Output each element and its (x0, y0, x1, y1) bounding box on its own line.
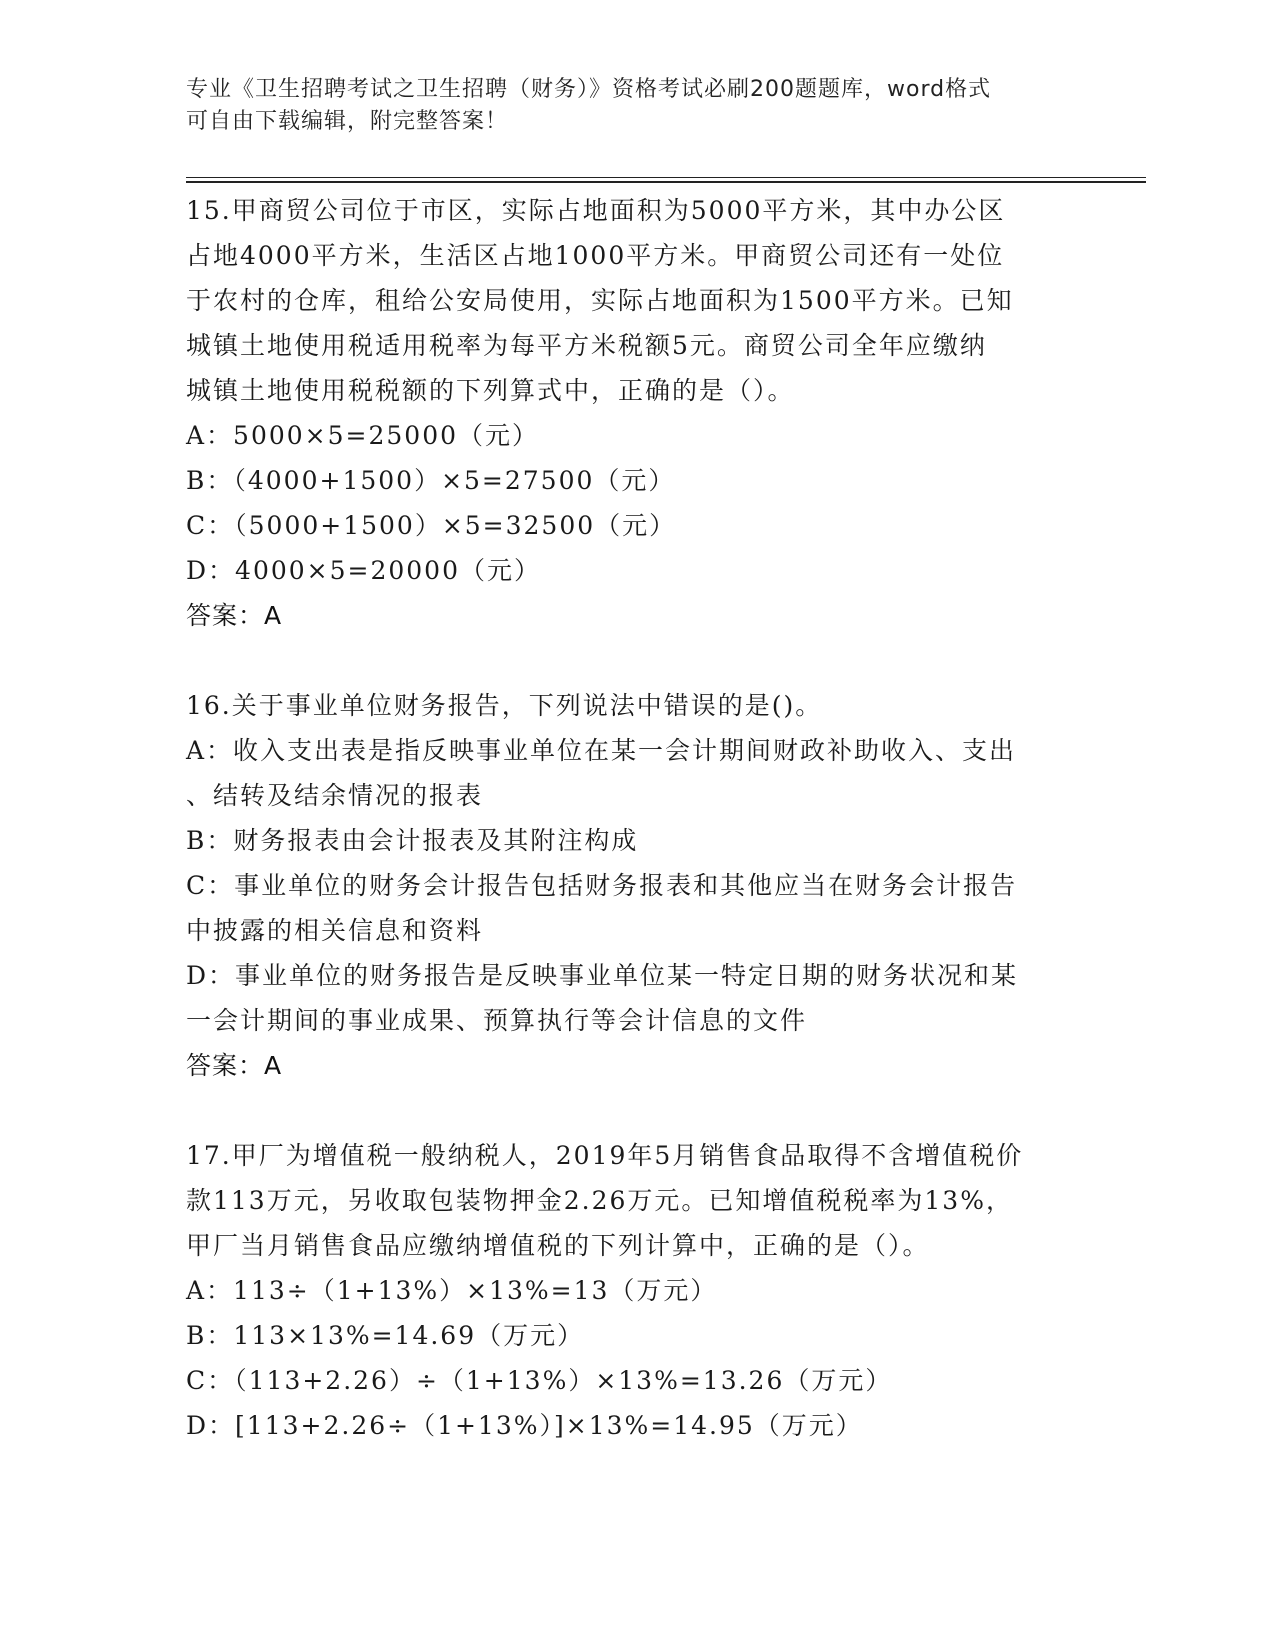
question-stem-line: 15.甲商贸公司位于市区，实际占地面积为5000平方米，其中办公区 (186, 196, 1006, 225)
question-17 (186, 1133, 1086, 1448)
answer-label: 答案：A (186, 1051, 283, 1080)
header-rule-thick (186, 181, 1146, 183)
option-a: A：5000×5=25000（元） (186, 421, 540, 450)
question-15 (186, 188, 1086, 638)
question-stem-line: 款113万元，另收取包装物押金2.26万元。已知增值税税率为13%， (186, 1186, 1013, 1215)
option-d: D：[113+2.26÷（1+13%）]×13%=14.95（万元） (186, 1411, 863, 1440)
page-header (186, 74, 1066, 138)
question-stem-line: 17.甲厂为增值税一般纳税人，2019年5月销售食品取得不含增值税价 (186, 1141, 1024, 1170)
option-a-continued: 、结转及结余情况的报表 (186, 781, 484, 810)
question-stem-line: 16.关于事业单位财务报告，下列说法中错误的是()。 (186, 691, 823, 720)
header-line-1: 专业《卫生招聘考试之卫生招聘（财务）》资格考试必刷200题题库，word格式 (186, 77, 992, 102)
spacer (186, 638, 1086, 683)
option-c: C：（113+2.26）÷（1+13%）×13%=13.26（万元） (186, 1366, 893, 1395)
question-stem-line: 甲厂当月销售食品应缴纳增值税的下列计算中，正确的是（）。 (186, 1231, 930, 1260)
option-b: B：（4000+1500）×5=27500（元） (186, 466, 676, 495)
header-rule-thin (186, 177, 1146, 178)
question-16 (186, 683, 1086, 1088)
question-stem-line: 城镇土地使用税税额的下列算式中，正确的是（）。 (186, 376, 795, 405)
option-b: B：113×13%=14.69（万元） (186, 1321, 585, 1350)
option-b: B：财务报表由会计报表及其附注构成 (186, 826, 639, 855)
option-d: D：事业单位的财务报告是反映事业单位某一特定日期的财务状况和某 (186, 961, 1019, 990)
question-list (186, 188, 1086, 1448)
option-c: C：（5000+1500）×5=32500（元） (186, 511, 677, 540)
answer-label: 答案：A (186, 601, 283, 630)
option-a: A：113÷（1+13%）×13%=13（万元） (186, 1276, 718, 1305)
question-stem-line: 城镇土地使用税适用税率为每平方米税额5元。商贸公司全年应缴纳 (186, 331, 987, 360)
option-c-continued: 中披露的相关信息和资料 (186, 916, 484, 945)
question-stem-line: 于农村的仓库，租给公安局使用，实际占地面积为1500平方米。已知 (186, 286, 1014, 315)
option-a: A：收入支出表是指反映事业单位在某一会计期间财政补助收入、支出 (186, 736, 1017, 765)
header-line-2: 可自由下载编辑，附完整答案！ (186, 109, 509, 134)
option-d: D：4000×5=20000（元） (186, 556, 541, 585)
question-stem-line: 占地4000平方米，生活区占地1000平方米。甲商贸公司还有一处位 (186, 241, 1005, 270)
spacer (186, 1088, 1086, 1133)
option-c: C：事业单位的财务会计报告包括财务报表和其他应当在财务会计报告 (186, 871, 1018, 900)
option-d-continued: 一会计期间的事业成果、预算执行等会计信息的文件 (186, 1006, 808, 1035)
